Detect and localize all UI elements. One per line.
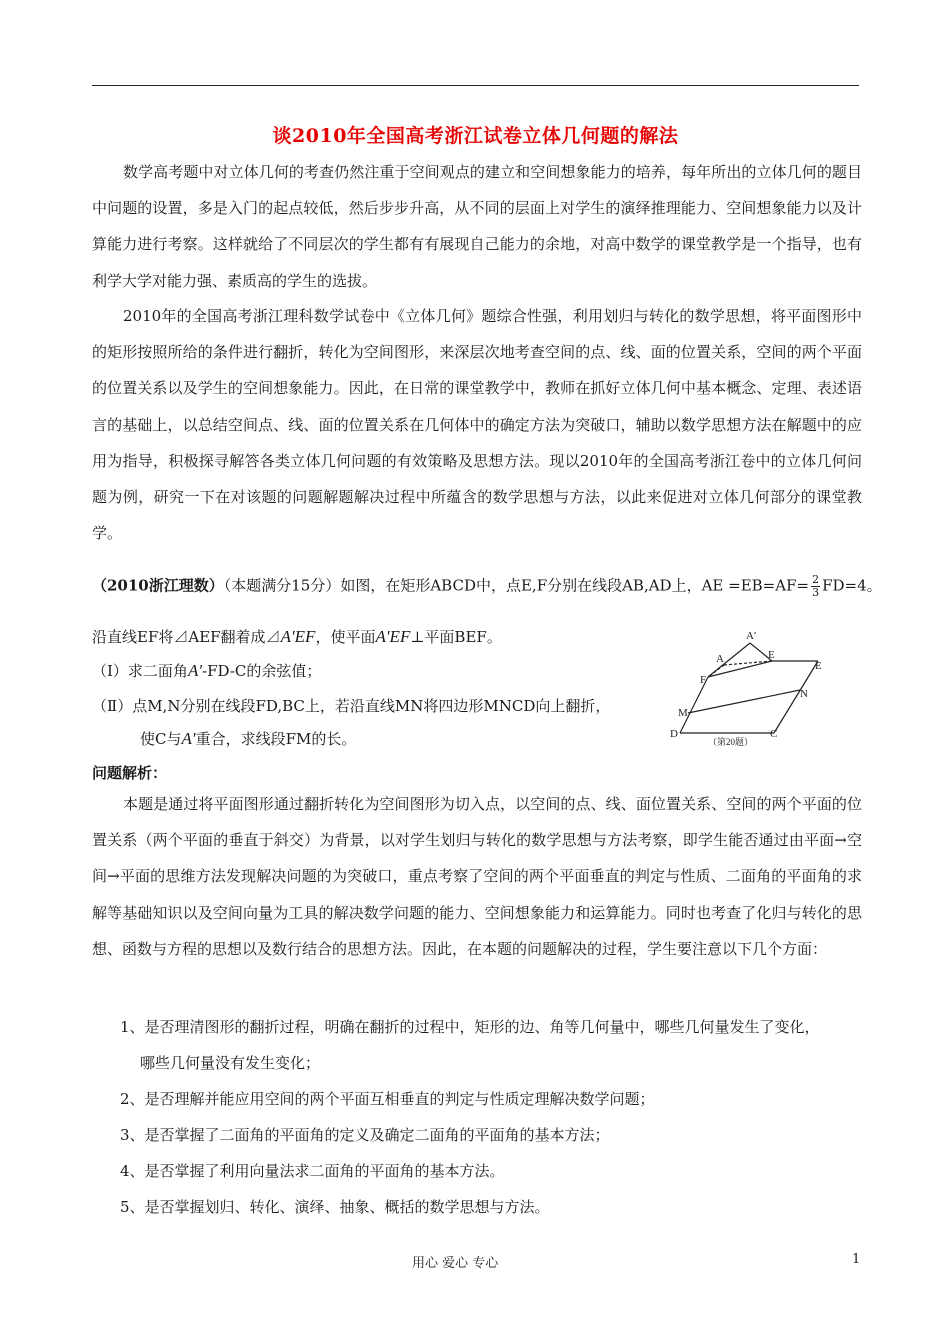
problem-source: （2010浙江理数） bbox=[92, 576, 224, 595]
formula-aprime-ef-plane: A′EF bbox=[375, 627, 411, 646]
problem-text-2c: ⊥平面BEF。 bbox=[410, 628, 502, 646]
fraction-denominator: 3 bbox=[812, 586, 820, 599]
page-title: 谈2010年全国高考浙江试卷立体几何题的解法 bbox=[272, 125, 679, 147]
problem-line-2 bbox=[92, 626, 502, 647]
list-item-3: 3、是否掌握了二面角的平面角的定义及确定二面角的平面角的基本方法； bbox=[120, 1126, 610, 1144]
footer-motto: 用心 爱心 专心 bbox=[412, 1256, 499, 1271]
list-item-1-continued: 哪些几何量没有发生变化； bbox=[140, 1054, 321, 1072]
problem-text-1b: FD=4。 bbox=[822, 576, 882, 595]
edge-b-c bbox=[774, 661, 818, 733]
list-item-2: 2、是否理解并能应用空间的两个平面互相垂直的判定与性质定理解决数学问题； bbox=[120, 1090, 655, 1108]
page-number: 1 bbox=[852, 1252, 861, 1267]
fold-line-mn bbox=[688, 690, 800, 713]
formula-aprime-2: A′ bbox=[181, 729, 196, 748]
label-e-right: E bbox=[815, 660, 822, 672]
question-2-text-a: 使C与 bbox=[140, 730, 182, 748]
label-n: N bbox=[800, 688, 808, 700]
formula-aprime-ef: A′EF bbox=[280, 627, 316, 646]
question-1 bbox=[92, 660, 321, 681]
analysis-paragraph: 本题是通过将平面图形通过翻折转化为空间图形为切入点，以空间的点、线、面位置关系、空间的两个平面的位置关系（两个平面的垂直于斜交）为背景，以对学生划归与转化的数学思想与方法考察，即学生能否通过由平面→空间→平面的思维方法发现解决问题的为突破口，重点考察了空间的两个平面垂直的判定与性质、二面角的平面角的求解等基础知识以及空间向量为工具的解决数学问题的能力、空间想象能力和运算能力。同时也考查了化归与转化的思想、函数与方程的思想以及数行结合的思想方法。因此，在本题的问题解决的过程，学生要注意以下几个方面： bbox=[92, 795, 862, 958]
question-1-text-b: -FD-C的余弦值； bbox=[202, 662, 322, 680]
list-item-1: 1、是否理清图形的翻折过程，明确在翻折的过程中，矩形的边、角等几何量中，哪些几何量发生了变化， bbox=[120, 1018, 820, 1036]
figure-caption: （第20题） bbox=[708, 737, 754, 747]
question-2-continued bbox=[140, 728, 356, 749]
header-rule bbox=[92, 85, 859, 86]
intro-paragraph-2: 2010年的全国高考浙江理科数学试卷中《立体几何》题综合性强，利用划归与转化的数学思想，将平面图形中的矩形按照所给的条件进行翻折，转化为空间图形，来深层次地考查空间的点、线、面的位置关系，空间的两个平面的位置关系以及学生的空间想象能力。因此，在日常的课堂教学中，教师在抓好立体几何中基本概念、定理、表述语言的基础上，以总结空间点、线、面的位置关系在几何体中的确定方法为突破口，辅助以数学思想方法在解题中的应用为指导，积极探寻解答各类立体几何问题的有效策略及思想方法。现以2010年的全国高考浙江卷中的立体几何问题为例，研究一下在对该题的问题解题解决过程中所蕴含的数学思想与方法，以此来促进对立体几何部分的课堂教学。 bbox=[92, 307, 862, 543]
question-1-text-a: （Ⅰ）求二面角 bbox=[92, 662, 188, 680]
intro-paragraph-1: 数学高考题中对立体几何的考查仍然注重于空间观点的建立和空间想象能力的培养，每年所出的立体几何的题目中问题的设置，多是入门的起点较低，然后步步升高，从不同的层面上对学生的演绎推理能力、空间想象能力以及计算能力进行考察。这样就给了不同层次的学生都有有展现自己能力的余地，对高中数学的课堂教学是一个指导，也有利学大学对能力强、素质高的学生的选拔。 bbox=[92, 163, 862, 290]
geometry-figure bbox=[660, 625, 860, 755]
label-m: M bbox=[678, 707, 688, 719]
problem-text-2b: ，使平面 bbox=[315, 628, 376, 646]
problem-line-1 bbox=[92, 574, 882, 599]
label-aprime: A′ bbox=[746, 630, 757, 642]
problem-text-1a: （本题满分15分）如图，在矩形ABCD中，点E,F分别在线段AB,AD上，AE =EB=AF= bbox=[223, 576, 810, 595]
list-item-4: 4、是否掌握了利用向量法求二面角的平面角的基本方法。 bbox=[120, 1162, 505, 1180]
problem-text-2a: 沿直线EF将⊿AEF翻着成⊿ bbox=[92, 628, 281, 646]
formula-aprime: A′ bbox=[187, 661, 203, 680]
analysis-heading: 问题解析： bbox=[92, 764, 168, 782]
fraction-two-thirds bbox=[811, 574, 820, 599]
fraction-numerator: 2 bbox=[812, 573, 820, 586]
question-2-text-b: 重合，求线段FM的长。 bbox=[195, 730, 357, 748]
label-e-top: E bbox=[768, 649, 775, 661]
label-d: D bbox=[670, 728, 678, 740]
list-item-5: 5、是否掌握划归、转化、演绎、抽象、概括的数学思想与方法。 bbox=[120, 1198, 550, 1216]
label-f: F bbox=[700, 674, 707, 686]
label-a: A bbox=[716, 653, 724, 665]
question-2: （Ⅱ）点M,N分别在线段FD,BC上，若沿直线MN将四边形MNCD向上翻折， bbox=[92, 697, 611, 715]
label-c: C bbox=[770, 728, 778, 740]
